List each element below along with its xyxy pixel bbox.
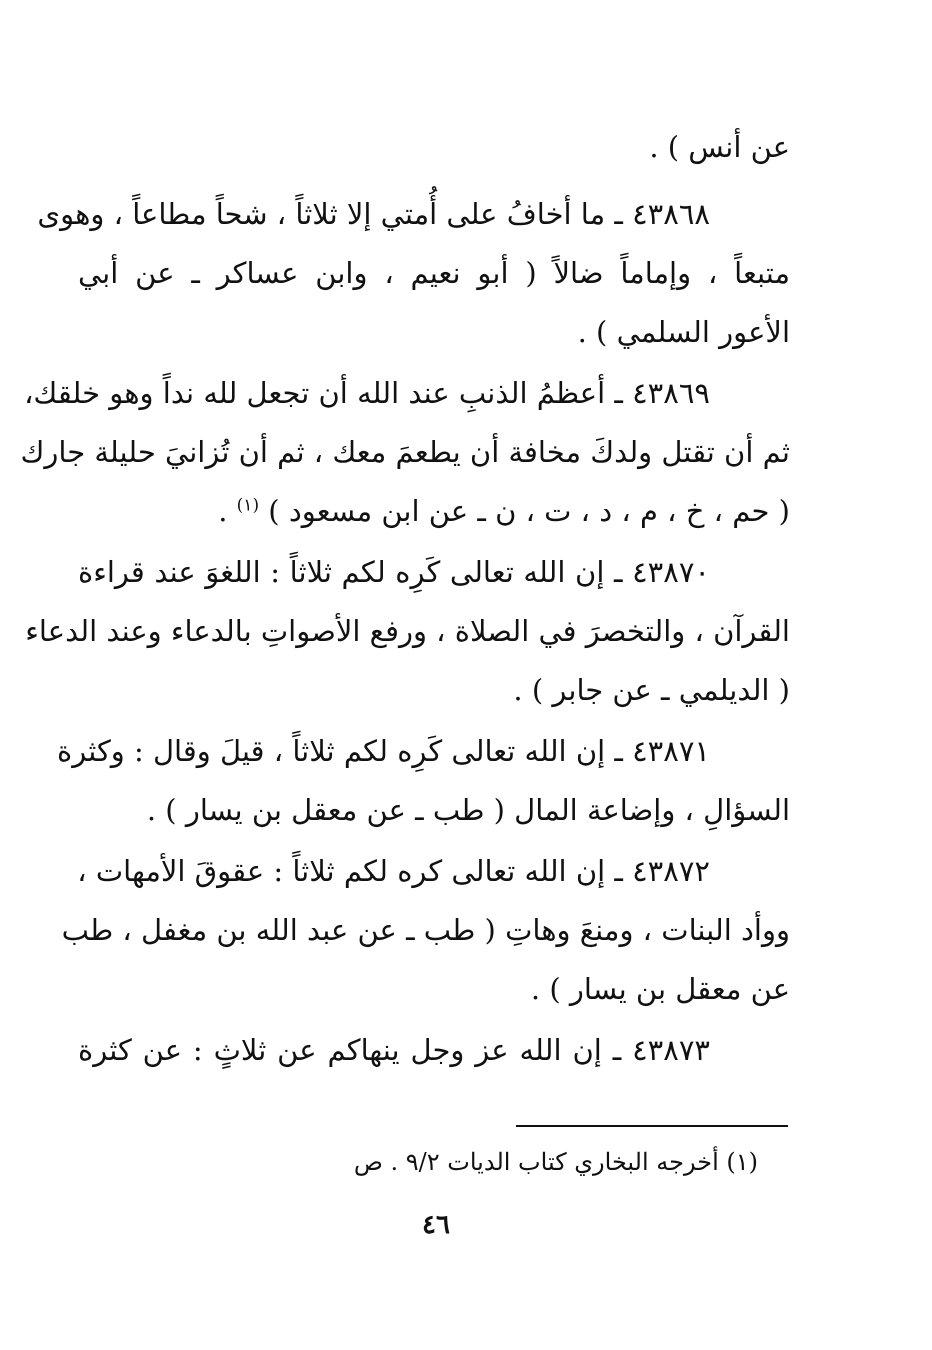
text-line xyxy=(78,482,790,541)
text-line: ووأد البنات ، ومنعَ وهاتِ ( طب ـ عن عبد الله بن مغفل ، طب xyxy=(61,913,790,947)
footnote-marker: (١) xyxy=(236,495,260,516)
period: . xyxy=(218,494,237,528)
text-line: ٤٣٨٧٠ ـ إن الله تعالى كَرِه لكم ثلاثاً : اللغوَ عند قراءة xyxy=(78,555,710,589)
page-number: ٤٦ xyxy=(422,1210,450,1240)
hadith-43871 xyxy=(57,722,790,840)
text-line: السؤالِ ، وإضاعة المال ( طب ـ عن معقل بن يسار ) . xyxy=(146,793,790,827)
text-line: ثم أن تقتل ولدكَ مخافة أن يطعمَ معك ، ثم أن تُزانيَ حليلة جارك xyxy=(20,435,790,469)
text-line: ٤٣٨٧١ ـ إن الله تعالى كَرِه لكم ثلاثاً ، قيلَ وقال : وكثرة xyxy=(57,734,710,768)
text-line: الأعور السلمي ) . xyxy=(577,315,790,349)
text-line: القرآن ، والتخصرَ في الصلاة ، ورفع الأصواتِ بالدعاء وعند الدعاء xyxy=(25,614,790,648)
text-line: ( الديلمي ـ عن جابر ) . xyxy=(513,673,790,707)
text-line: ٤٣٨٦٨ ـ ما أخافُ على أُمتي إلا ثلاثاً ، شحاً مطاعاً ، وهوى xyxy=(37,197,710,231)
hadith-43869 xyxy=(20,364,790,541)
text-line: عن أنس ) . xyxy=(649,130,790,164)
footnote-divider xyxy=(516,1125,788,1127)
hadith-43870 xyxy=(25,543,790,720)
text-line: ٤٣٨٦٩ ـ أعظمُ الذنبِ عند الله أن تجعل لله نداً وهو خلقك، xyxy=(24,376,710,410)
text-line: متبعاً ، وإماماً ضالاً ( أبو نعيم ، وابن عساكر ـ عن أبي xyxy=(78,256,790,290)
text-line: عن معقل بن يسار ) . xyxy=(530,972,790,1006)
source-citation: ( حم ، خ ، م ، د ، ت ، ن ـ عن ابن مسعود ) xyxy=(268,494,790,528)
hadith-43868 xyxy=(37,185,790,362)
text-line: ٤٣٨٧٣ ـ إن الله عز وجل ينهاكم عن ثلاثٍ : عن كثرة xyxy=(78,1033,710,1067)
footnote: (١) أخرجه البخاري كتاب الديات ٩/٢ . ص xyxy=(353,1148,758,1176)
hadith-43873 xyxy=(78,1021,790,1080)
main-text xyxy=(20,118,790,1080)
hadith-43872 xyxy=(61,842,790,1019)
text-line: ٤٣٨٧٢ ـ إن الله تعالى كره لكم ثلاثاً : عقوقَ الأمهات ، xyxy=(77,854,710,888)
